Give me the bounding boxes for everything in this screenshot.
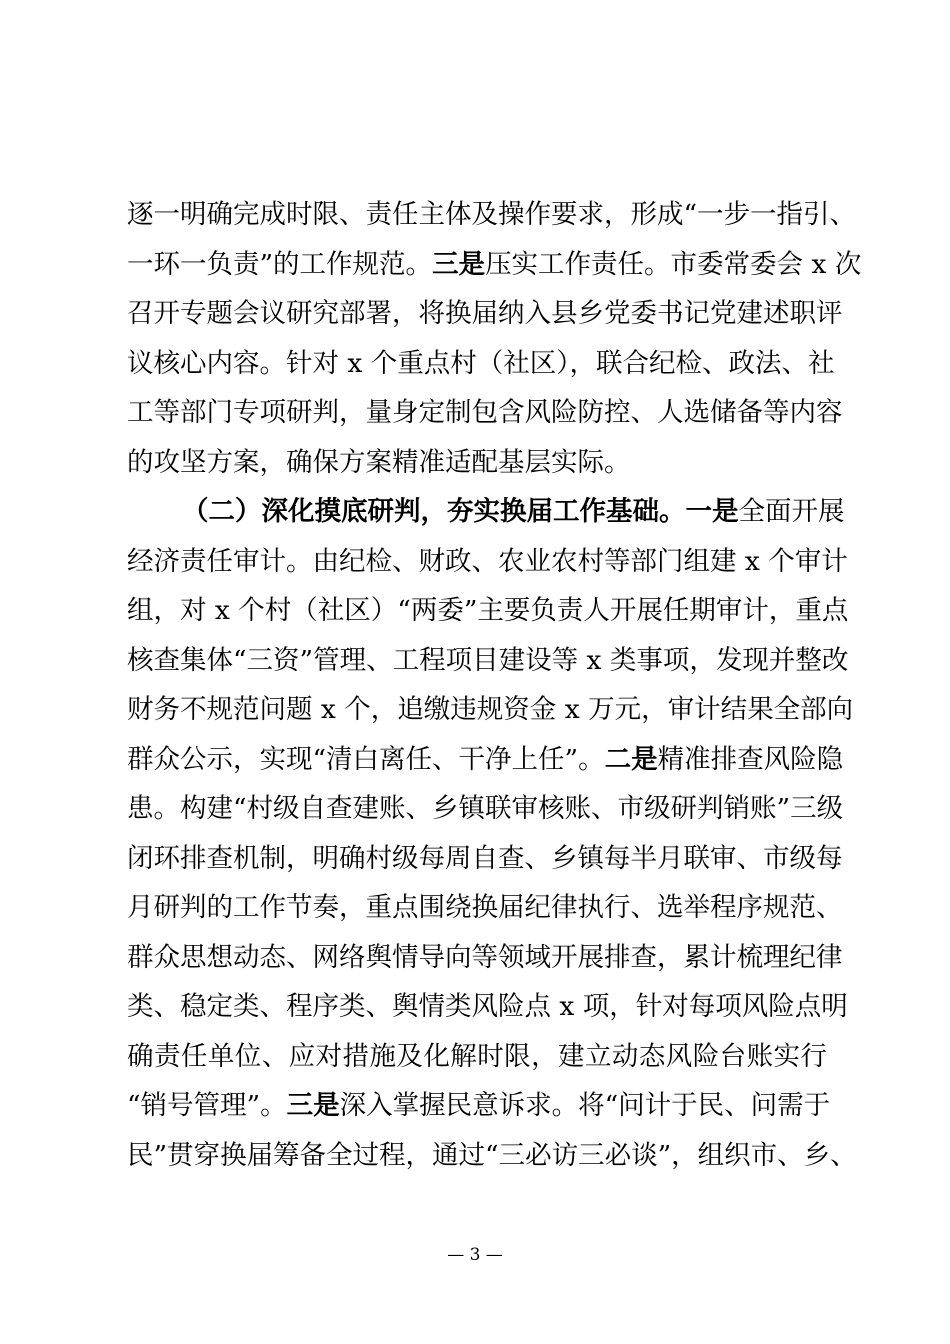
text-line <box>127 735 844 785</box>
text-line <box>127 438 827 488</box>
text-line <box>127 685 854 735</box>
text-line <box>127 1081 831 1131</box>
text-run: 患。构建“村级自查建账、乡镇联审核账、市级研判销账”三级 <box>127 793 844 824</box>
text-run: 类、稳定类、程序类、舆情类风险点 x 项，针对每项风险点明 <box>127 991 848 1022</box>
text-run: 群众公示，实现“清白离任、干净上任”。 <box>127 743 605 775</box>
text-run: “销号管理”。 <box>127 1090 287 1121</box>
text-line <box>127 339 835 389</box>
text-run: 召开专题会议研究部署，将换届纳入县乡党委书记党建述职评 <box>127 298 843 329</box>
section-heading: （二）深化摸底研判，夯实换届工作基础。一是 <box>182 496 739 527</box>
text-run: 民”贯穿换届筹备全过程，通过“三必访三必谈”，组织市、乡、 <box>127 1139 857 1171</box>
text-line <box>127 883 843 933</box>
text-run: 精准排查风险隐 <box>657 743 844 775</box>
bold-run: 三是 <box>432 248 486 280</box>
text-run: 工等部门专项研判，量身定制包含风险防控、人选储备等内容 <box>127 397 843 428</box>
text-line <box>127 982 848 1032</box>
text-line <box>127 933 843 983</box>
text-run: 一环一负责”的工作规范。 <box>127 248 433 280</box>
text-line <box>127 240 862 290</box>
text-run: 确责任单位、应对措施及化解时限，建立动态风险台账实行 <box>127 1040 827 1072</box>
text-run: 逐一明确完成时限、责任主体及操作要求，形成“一步一指引、 <box>127 199 857 230</box>
text-line <box>127 190 857 240</box>
text-run: 月研判的工作节奏，重点围绕换届纪律执行、选举程序规范、 <box>127 892 843 923</box>
text-run: 组，对 x 个村（社区）“两委”主要负责人开展任期审计，重点 <box>127 595 849 626</box>
text-run: 压实工作责任。市委常委会 x 次 <box>485 248 862 280</box>
bold-run: 二是 <box>604 743 658 775</box>
text-line <box>127 388 843 438</box>
text-line <box>127 636 849 686</box>
text-line <box>127 1032 827 1082</box>
text-run: 全面开展 <box>738 496 845 527</box>
bold-run: 三是 <box>286 1090 340 1121</box>
page-number: — 3 — <box>447 1245 503 1265</box>
text-line <box>127 289 843 339</box>
text-run: 议核心内容。针对 x 个重点村（社区），联合纪检、政法、社 <box>127 347 835 379</box>
text-run: 的攻坚方案，确保方案精准适配基层实际。 <box>127 446 631 478</box>
text-line <box>127 537 848 587</box>
text-line <box>127 1131 857 1181</box>
text-line <box>127 586 849 636</box>
text-line <box>127 784 844 834</box>
text-run: 经济责任审计。由纪检、财政、农业农村等部门组建 x 个审计 <box>127 545 848 577</box>
text-run: 闭环排查机制，明确村级每周自查、乡镇每半月联审、市级每 <box>127 842 843 874</box>
text-run: 深入掌握民意诉求。将“问计于民、问需于 <box>339 1090 831 1121</box>
text-run: 核查集体“三资”管理、工程项目建设等 x 类事项，发现并整改 <box>127 644 849 676</box>
section-heading-line <box>127 487 845 537</box>
text-line <box>127 834 843 884</box>
body-text <box>127 190 862 1180</box>
text-run: 群众思想动态、网络舆情导向等领域开展排查，累计梳理纪律 <box>127 941 843 973</box>
text-run: 财务不规范问题 x 个，追缴违规资金 x 万元，审计结果全部向 <box>127 694 854 725</box>
